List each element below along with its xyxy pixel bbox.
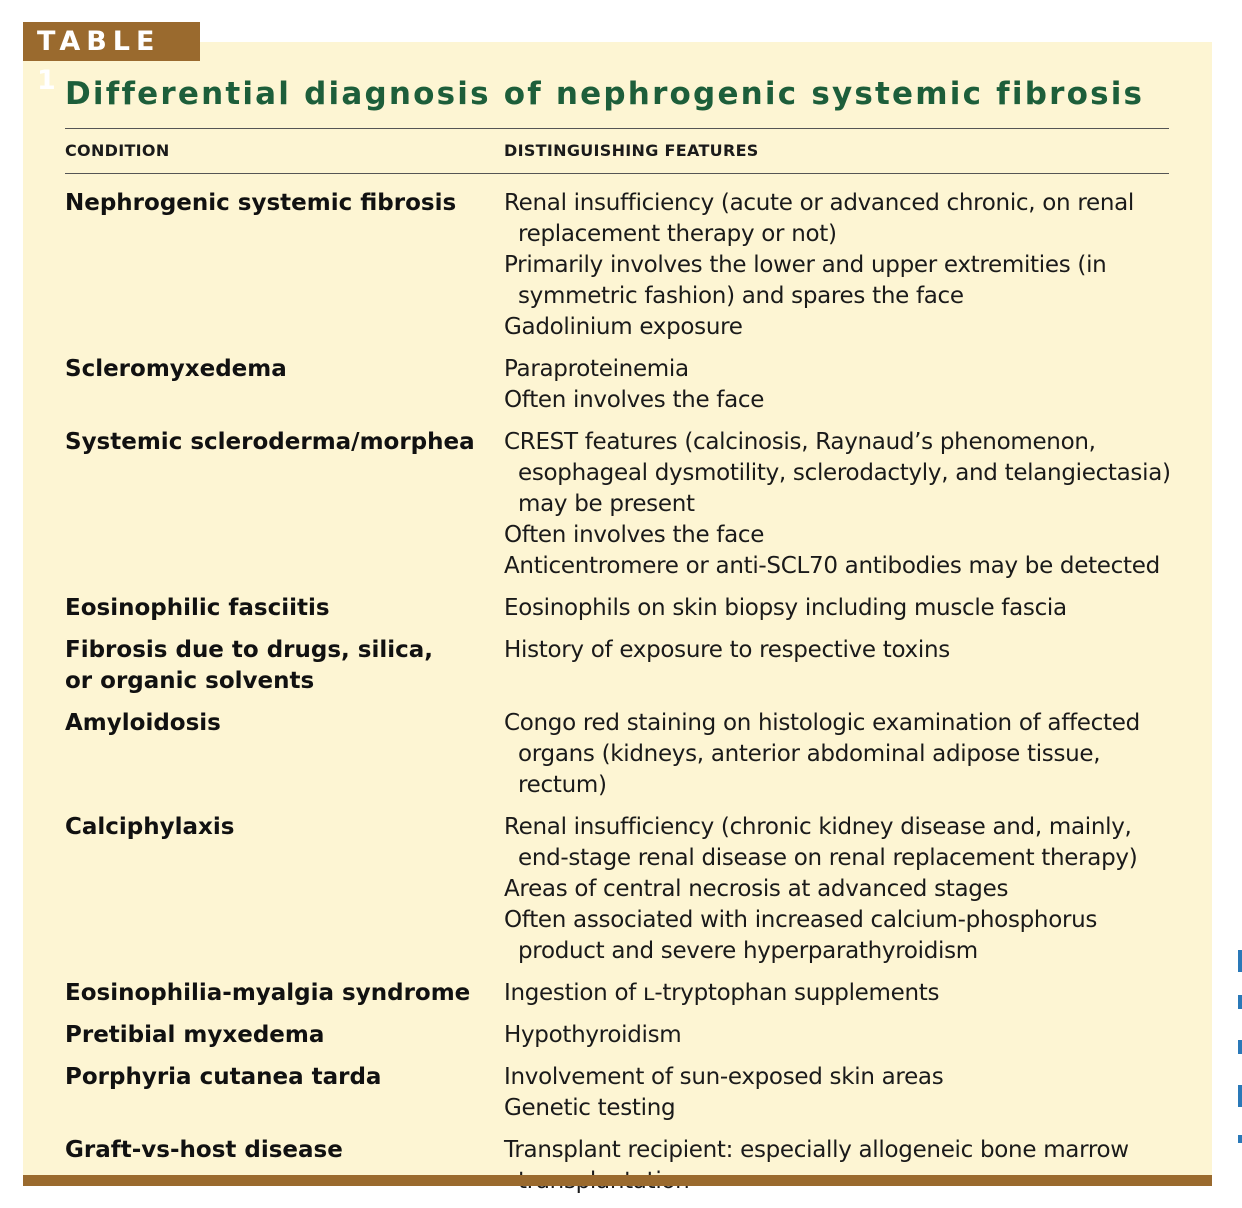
feature-line: Ingestion of ʟ-tryptophan supplements [504,980,940,1006]
feature-line: Often involves the face [504,387,765,413]
condition-cell: Fibrosis due to drugs, silica, or organic solvents [65,637,434,694]
feature-line: Congo red staining on histologic examination of affected organs (kidneys, anterior abdominal adipose tissue, rectum) [504,710,1140,798]
condition-cell: Scleromyxedema [65,356,287,382]
column-header-condition: CONDITION [65,141,170,160]
condition-cell: Eosinophilia-myalgia syndrome [65,980,471,1006]
feature-line: CREST features (calcinosis, Raynaud’s phenomenon, esophageal dysmotility, sclerodactyly, and telangiectasia) may be present [504,429,1171,517]
feature-line: Renal insufficiency (chronic kidney disease and, mainly, end-stage renal disease on renal replacement therapy) [504,814,1138,871]
table-label: TABLE 1 [23,22,200,61]
feature-line: Renal insufficiency (acute or advanced chronic, on renal replacement therapy or not) [504,190,1135,247]
feature-line: Primarily involves the lower and upper extremities (in symmetric fashion) and spares the face [504,252,1107,309]
bottom-accent-bar [23,1175,1212,1186]
header-top-rule [65,128,1169,129]
features-cell [504,812,1175,967]
condition-cell: Systemic scleroderma/morphea [65,429,475,455]
page-edge-fragment [1238,950,1242,972]
page-edge-fragment [1238,995,1242,1009]
feature-line: Transplant recipient: especially allogeneic bone marrow [504,1137,1129,1163]
page-edge-fragment [1238,1085,1242,1107]
feature-line: Eosinophils on skin biopsy including muscle fascia [504,595,1067,621]
features-cell [504,708,1175,801]
features-cell [504,635,1175,697]
table-row-10 [65,1062,1175,1124]
condition-cell: Graft-vs-host disease [65,1137,343,1163]
header-bottom-rule [65,173,1169,174]
condition-cell: Porphyria cutanea tarda [65,1064,382,1090]
column-header-features: DISTINGUISHING FEATURES [504,141,759,160]
table-body [65,188,1175,1208]
feature-line: Paraproteinemia [504,356,689,382]
feature-line: Often involves the face [504,522,765,548]
feature-line: Often associated with increased calcium-phosphorus product and severe hyperparathyroidism [504,907,1098,964]
feature-line: History of exposure to respective toxins [504,637,950,663]
condition-cell: Pretibial myxedema [65,1022,325,1048]
feature-line: Genetic testing [504,1095,676,1121]
features-cell [504,593,1175,624]
condition-cell: Eosinophilic fasciitis [65,595,330,621]
feature-line: Anticentromere or anti-SCL70 antibodies may be detected [504,553,1160,579]
condition-cell: Calciphylaxis [65,814,235,840]
table-row-3 [65,427,1175,582]
features-cell [504,354,1175,416]
features-cell [504,1062,1175,1124]
table-row-6 [65,708,1175,801]
feature-line: Gadolinium exposure [504,314,743,340]
condition-cell: Nephrogenic systemic fibrosis [65,190,457,216]
table-row-4 [65,593,1175,624]
table-row-5 [65,635,1175,697]
feature-line: Involvement of sun-exposed skin areas [504,1064,944,1090]
features-cell [504,1020,1175,1051]
table-row-1 [65,188,1175,343]
table-title: Differential diagnosis of nephrogenic systemic fibrosis [65,76,1145,112]
table-row-9 [65,1020,1175,1051]
table-row-7 [65,812,1175,967]
page-edge-fragment [1238,1135,1242,1143]
features-cell [504,427,1175,582]
condition-cell: Amyloidosis [65,710,221,736]
feature-line: Hypothyroidism [504,1022,682,1048]
feature-line: Areas of central necrosis at advanced stages [504,876,1009,902]
table-row-8 [65,978,1175,1009]
page-edge-fragment [1238,1040,1242,1054]
table-row-2 [65,354,1175,416]
table-row-11 [65,1135,1175,1197]
features-cell [504,188,1175,343]
features-cell [504,978,1175,1009]
features-cell [504,1135,1175,1197]
